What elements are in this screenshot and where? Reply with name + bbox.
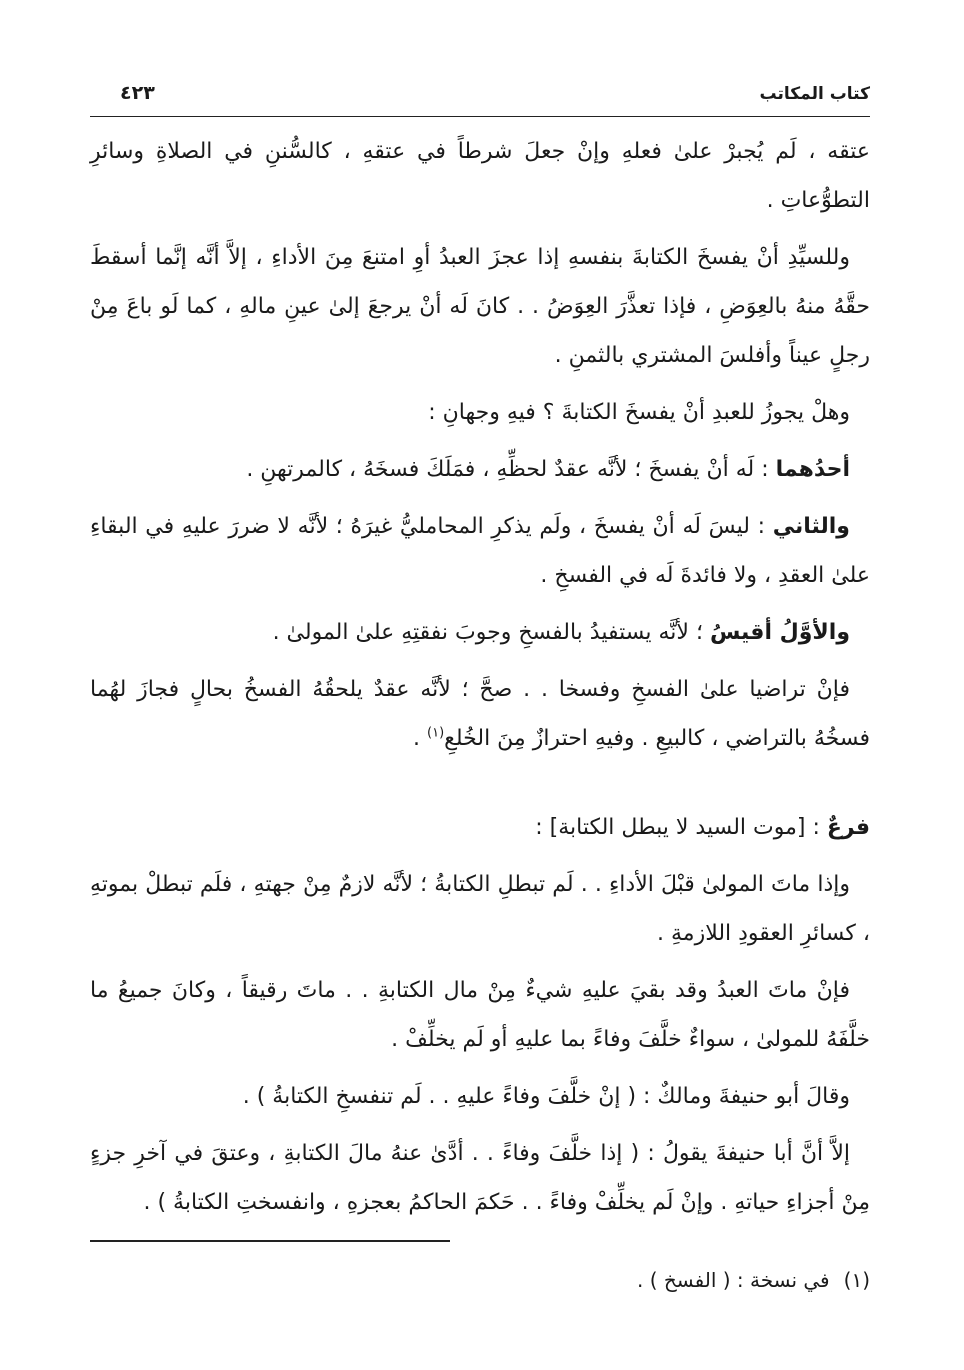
footnote-number: (١) bbox=[843, 1268, 870, 1292]
paragraph-text: عتقه ، لَم يُجبرْ علىٰ فعلهِ وإنْ جعلَ شرطاً في عتقهِ ، كالسُّننِ في الصلاةِ وسائرِ التطوُّعاتِ . bbox=[90, 139, 870, 213]
running-header bbox=[90, 80, 870, 117]
paragraph bbox=[90, 445, 870, 494]
paragraph-text: : لَه أنْ يفسخَ ؛ لأنَّه عقدٌ لحظِّهِ ، فمَلَكَ فسخَهُ ، كالمرتهنِ . bbox=[246, 457, 776, 482]
paragraph bbox=[90, 388, 870, 437]
paragraph bbox=[90, 502, 870, 600]
paragraph bbox=[90, 127, 870, 225]
paragraph-lead: والثاني bbox=[772, 514, 850, 539]
paragraph bbox=[90, 966, 870, 1064]
document-page bbox=[90, 80, 870, 1292]
paragraph bbox=[90, 1072, 870, 1121]
paragraph bbox=[90, 233, 870, 380]
paragraph bbox=[90, 608, 870, 657]
footnote bbox=[90, 1260, 870, 1300]
section-heading bbox=[90, 803, 870, 852]
footnote-reference[interactable]: (١) bbox=[427, 725, 445, 741]
paragraph-text: وهلْ يجوزُ للعبدِ أنْ يفسخَ الكتابةَ ؟ فيهِ وجهانِ : bbox=[428, 400, 850, 425]
section-heading-text: : [موت السيد لا يبطل الكتابة] : bbox=[535, 815, 827, 840]
paragraph-text: : ليسَ لَه أنْ يفسخَ ، ولَم يذكرِ المحامليُّ غيرَهُ ؛ لأنَّه لا ضررَ عليهِ في البقاءِ علىٰ العقدِ ، ولا فائدةَ لَه في الفسخِ . bbox=[90, 514, 870, 588]
paragraph-text: فإنْ ماتَ العبدُ وقد بقيَ عليهِ شيءٌ مِنْ مال الكتابةِ . . ماتَ رقيقاً ، وكانَ جميعُ ما خلَّفَهُ للمولىٰ ، سواءٌ خلَّفَ وفاءً بما عليهِ أو لَم يخلِّفْ . bbox=[90, 978, 870, 1052]
paragraph-text: إلاَّ أنَّ أبا حنيفةَ يقولُ : ( إذا خلَّفَ وفاءً . . أدَّىٰ عنهُ مالَ الكتابةِ ، وعتقَ في آخرِ جزءٍ مِنْ أجزاءِ حياتهِ . وإنْ لَم يخلِّفْ وفاءً . . حَكمَ الحاكمُ بعجزهِ ، وانفسختِ الكتابةُ ) . bbox=[90, 1141, 870, 1215]
page-number: ٤٢٣ bbox=[120, 82, 155, 104]
paragraph bbox=[90, 1129, 870, 1227]
paragraph-text: وللسيِّدِ أنْ يفسخَ الكتابةَ بنفسهِ إذا عجزَ العبدُ أوِ امتنعَ مِنَ الأداءِ ، إلاَّ أنَّه إنَّما أسقطَ حقَّهُ منهُ بالعِوَضِ ، فإذا تعذَّرَ العِوَضُ . . كانَ لَه أنْ يرجعَ إلىٰ عينِ مالهِ ، كما لَو باعَ مِنْ رجلٍ عيناً وأفلسَ المشتري بالثمنِ . bbox=[90, 245, 870, 368]
paragraph-text: ؛ لأنَّه يستفيدُ بالفسخِ وجوبَ نفقتِهِ علىٰ المولىٰ . bbox=[272, 620, 710, 645]
paragraph-text: وإذا ماتَ المولىٰ قبْلَ الأداءِ . . لَم تبطلِ الكتابةُ ؛ لأنَّه لازمٌ مِنْ جهتهِ ، فلَم تبطلْ بموتهِ ، كسائرِ العقودِ اللازمةِ . bbox=[90, 872, 870, 946]
book-title: كتاب المكاتب bbox=[759, 84, 870, 104]
paragraph-text: وقالَ أبو حنيفةَ ومالكٌ : ( إنْ خلَّفَ وفاءً عليهِ . . لَم تنفسخِ الكتابةُ ) . bbox=[242, 1084, 850, 1109]
footnote-text: في نسخة : ( الفسخ ) . bbox=[636, 1268, 830, 1292]
body-text bbox=[90, 127, 870, 1227]
paragraph bbox=[90, 860, 870, 958]
footnote-divider bbox=[90, 1240, 450, 1242]
section-heading-lead: فرعٌ bbox=[826, 815, 870, 840]
paragraph bbox=[90, 665, 870, 763]
paragraph-text: فإنْ تراضيا علىٰ الفسخِ وفسخا . . صحَّ ؛ لأنَّه عقدٌ يلحقُهُ الفسخُ بحالٍ فجازَ لهُما فسخُهُ بالتراضي ، كالبيعِ . وفيهِ احترازٌ مِنَ الخُلعِ bbox=[90, 677, 870, 751]
paragraph-lead: أحدُهما bbox=[775, 457, 850, 482]
paragraph-tail: . bbox=[413, 726, 428, 751]
paragraph-lead: والأوَّلُ أقيسُ bbox=[709, 620, 850, 645]
